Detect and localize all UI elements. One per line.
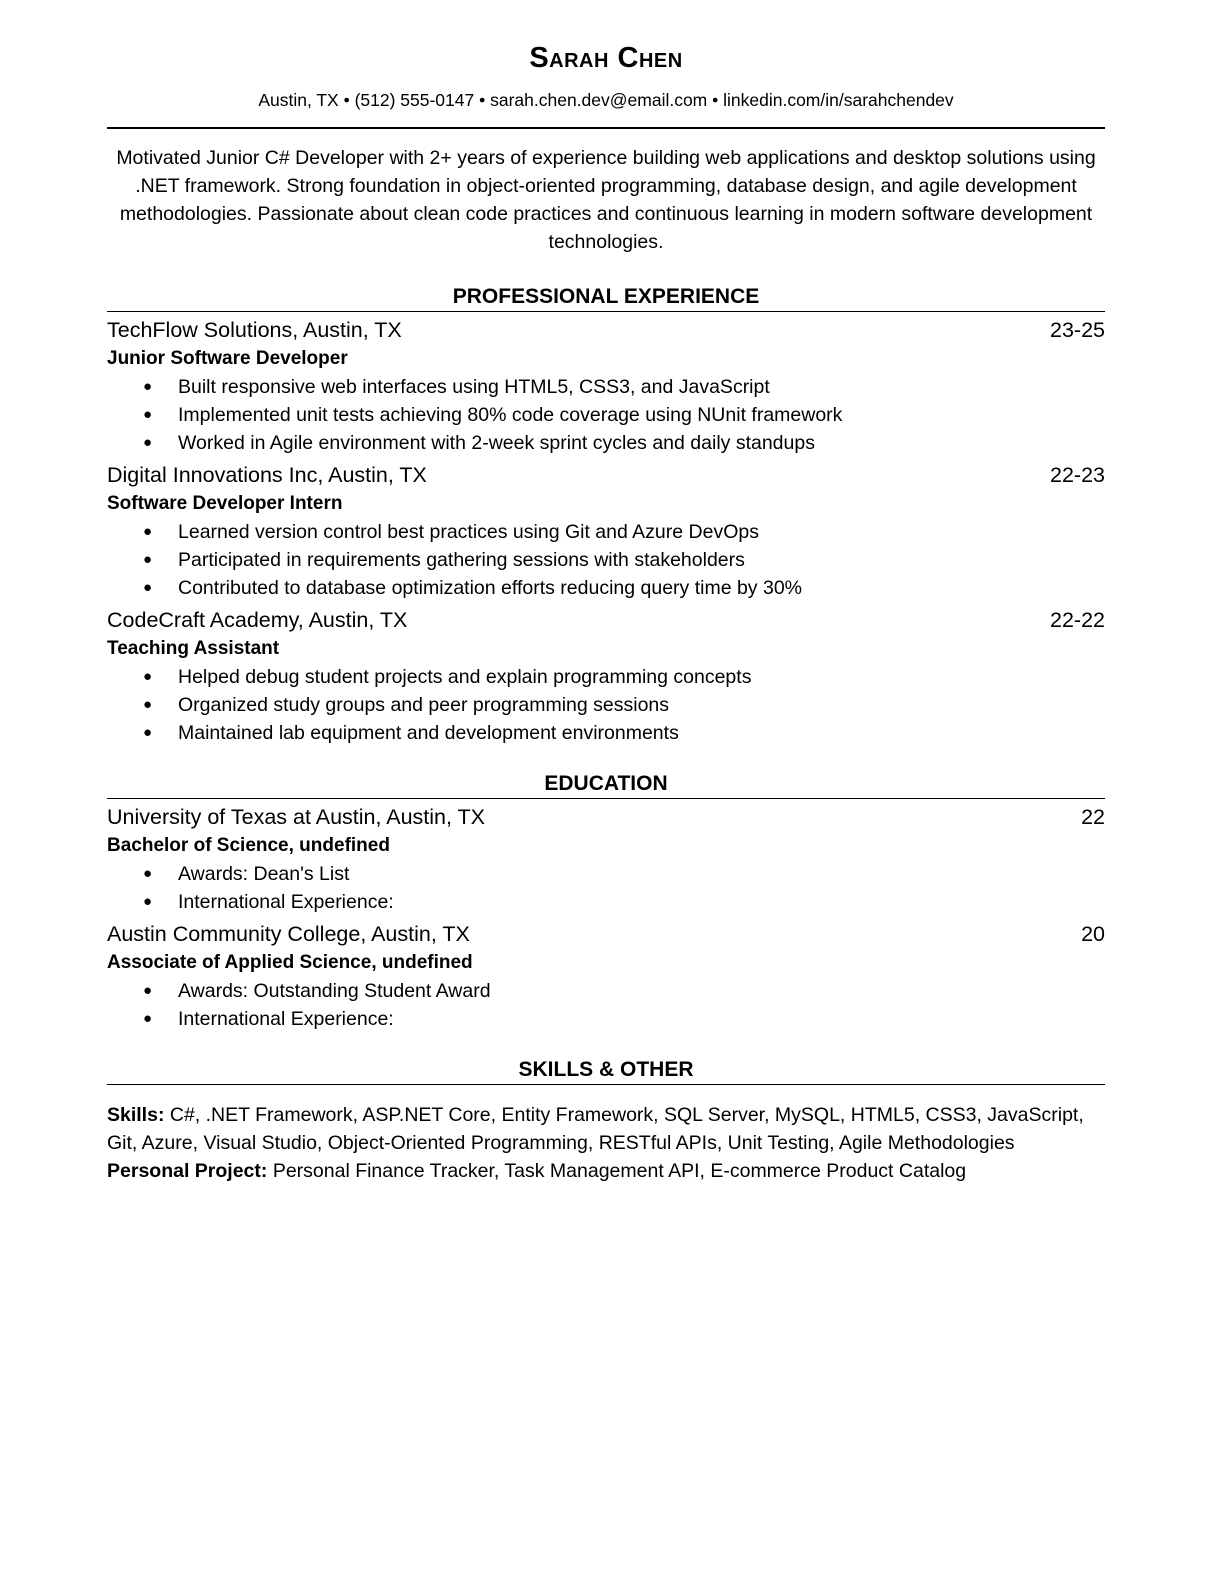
school: University of Texas at Austin, Austin, TX [107,805,486,829]
skills-line [107,1101,1105,1157]
skills-heading: SKILLS & OTHER [107,1056,1105,1085]
experience-entry [107,460,1105,602]
employer: Digital Innovations Inc, Austin, TX [107,463,427,487]
bullet-item: ● International Experience: [107,888,1105,916]
bullet-item: ● Learned version control best practices using Git and Azure DevOps [107,518,1105,546]
experience-entry [107,605,1105,747]
bullet-item: ● Built responsive web interfaces using HTML5, CSS3, and JavaScript [107,373,1105,401]
employment-dates: 23-25 [1050,318,1105,342]
employer: CodeCraft Academy, Austin, TX [107,608,408,632]
education-section [107,770,1105,1033]
employer: TechFlow Solutions, Austin, TX [107,318,402,342]
bullet-item: ● Helped debug student projects and explain programming concepts [107,663,1105,691]
bullet-item: ● Maintained lab equipment and development environments [107,719,1105,747]
bullet-item: ● Awards: Dean's List [107,860,1105,888]
education-entry [107,919,1105,1033]
bullet-icon: ● [143,1010,153,1027]
resume-content [107,0,1105,1185]
project-line [107,1157,1105,1185]
bullet-icon: ● [143,865,153,882]
degree: Bachelor of Science, undefined [107,835,390,856]
graduation-year: 22 [1081,805,1105,829]
experience-entry [107,315,1105,457]
skills-section [107,1056,1105,1185]
bullet-item: ● Participated in requirements gathering sessions with stakeholders [107,546,1105,574]
graduation-year: 20 [1081,922,1105,946]
job-title: Software Developer Intern [107,493,343,514]
candidate-name: Sarah Chen [529,42,683,74]
bullet-icon: ● [143,434,153,451]
skills-label: Skills: [107,1104,165,1126]
education-heading: EDUCATION [107,770,1105,799]
bullet-icon: ● [143,406,153,423]
bullet-item: ● Implemented unit tests achieving 80% code coverage using NUnit framework [107,401,1105,429]
bullet-item: ● Contributed to database optimization efforts reducing query time by 30% [107,574,1105,602]
bullet-item: ● Awards: Outstanding Student Award [107,977,1105,1005]
bullet-icon: ● [143,982,153,999]
bullet-icon: ● [143,523,153,540]
skills-block [107,1101,1105,1185]
bullet-icon: ● [143,724,153,741]
experience-heading: PROFESSIONAL EXPERIENCE [107,283,1105,312]
employment-dates: 22-22 [1050,608,1105,632]
school: Austin Community College, Austin, TX [107,922,470,946]
bullet-icon: ● [143,668,153,685]
experience-section [107,283,1105,747]
bullet-item: ● International Experience: [107,1005,1105,1033]
bullet-item: ● Organized study groups and peer programming sessions [107,691,1105,719]
summary-paragraph: Motivated Junior C# Developer with 2+ years of experience building web applications and desktop solutions using .NET framework. Strong foundation in object-oriented programming, database design, and agile development methodologies. Passionate about clean code practices and continuous learning in modern software development technologies. [116,147,1096,253]
job-title: Junior Software Developer [107,348,348,369]
job-title: Teaching Assistant [107,638,280,659]
bullet-icon: ● [143,579,153,596]
bullet-icon: ● [143,893,153,910]
bullet-icon: ● [143,551,153,568]
project-label: Personal Project: [107,1160,268,1182]
contact-line: Austin, TX • (512) 555-0147 • sarah.chen.dev@email.com • linkedin.com/in/sarahchendev [258,90,954,110]
education-entry [107,802,1105,916]
project-list: Personal Finance Tracker, Task Management API, E-commerce Product Catalog [272,1160,967,1182]
degree: Associate of Applied Science, undefined [107,952,473,973]
bullet-icon: ● [143,696,153,713]
employment-dates: 22-23 [1050,463,1105,487]
bullet-icon: ● [143,378,153,395]
bullet-item: ● Worked in Agile environment with 2-week sprint cycles and daily standups [107,429,1105,457]
skills-list: C#, .NET Framework, ASP.NET Core, Entity Framework, SQL Server, MySQL, HTML5, CSS3, JavaScript, Git, Azure, Visual Studio, Object-Oriented Programming, RESTful APIs, Unit Testing, Agile Methodologies [107,1104,1084,1154]
header-divider [107,127,1105,129]
